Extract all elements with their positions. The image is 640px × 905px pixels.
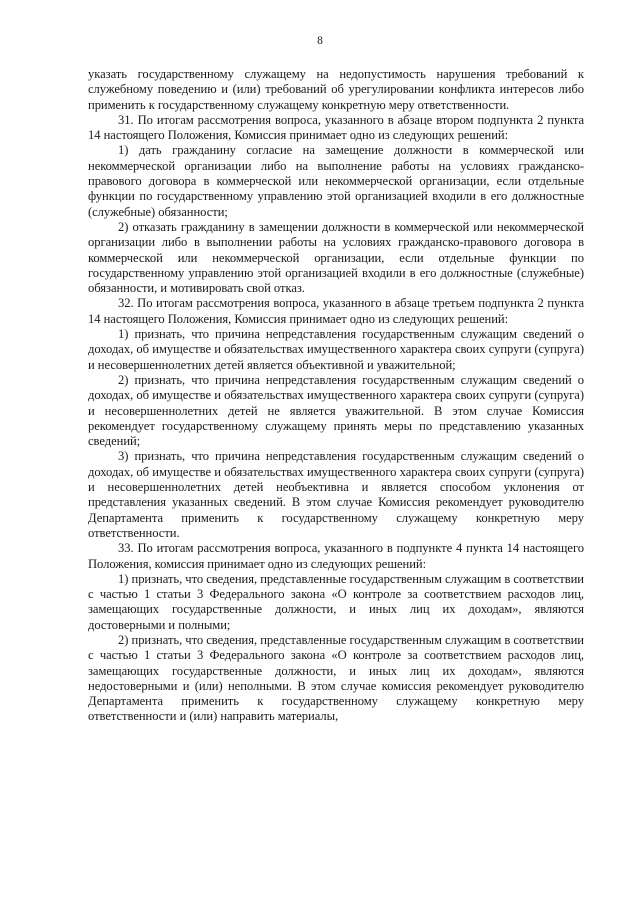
paragraph-item-32: 32. По итогам рассмотрения вопроса, указанного в абзаце третьем подпункта 2 пункта 14 настоящего Положения, Комиссия принимает одно из следующих решений: xyxy=(88,296,584,326)
page-number: 8 xyxy=(317,35,323,47)
paragraph-32-option-1: 1) признать, что причина непредставления государственным служащим сведений о доходах, об имуществе и обязательствах имущественного характера своих супруги (супруга) и несовершеннолетних детей является объективной и уважительной; xyxy=(88,327,584,372)
paragraph-33-option-2: 2) признать, что сведения, представленные государственным служащим в соответствии с частью 1 статьи 3 Федерального закона «О контроле за соответствием расходов лиц, замещающих государственные должности, и иных лиц их доходам», являются недостоверными и (или) неполными. В этом случае комиссия рекомендует руководителю Департамента применить к государственному служащему конкретную меру ответственности и (или) направить материалы, xyxy=(88,632,584,724)
paragraph-33-option-1: 1) признать, что сведения, представленные государственным служащим в соответствии с частью 1 статьи 3 Федерального закона «О контроле за соответствием расходов лиц, замещающих государственные должности, и иных лиц их доходам», являются достоверными и полными; xyxy=(88,571,584,632)
paragraph-32-option-3: 3) признать, что причина непредставления государственным служащим сведений о доходах, об имуществе и обязательствах имущественного характера своих супруги (супруга) и несовершеннолетних детей необъективна и является способом уклонения от представления указанных сведений. В этом случае Комиссия рекомендует руководителю Департамента применить к государственному служащему конкретную меру ответственности. xyxy=(88,449,584,540)
paragraph-item-31: 31. По итогам рассмотрения вопроса, указанного в абзаце втором подпункта 2 пункта 14 настоящего Положения, Комиссия принимает одно из следующих решений: xyxy=(88,112,584,143)
paragraph-31-option-1: 1) дать гражданину согласие на замещение должности в коммерческой или некоммерческой организации либо на выполнение работы на условиях гражданско-правового договора в коммерческой или некоммерческой организации, если отдельные функции по государственному управлению этой организацией входили в его должностные (служебные) обязанности; xyxy=(88,143,584,219)
paragraph-31-option-2: 2) отказать гражданину в замещении должности в коммерческой или некоммерческой организации либо в выполнении работы на условиях гражданско-правового договора в коммерческой или некоммерческой организации, если отдельные функции по государственному управлению этой организацией входили в его должностные (служебные) обязанности, и мотивировать свой отказ. xyxy=(88,219,584,296)
paragraph-item-33: 33. По итогам рассмотрения вопроса, указанного в подпункте 4 пункта 14 настоящего Положения, комиссия принимает одно из следующих решений: xyxy=(88,541,584,571)
paragraph-continuation: указать государственному служащему на недопустимость нарушения требований к служебному поведению и (или) требований об урегулировании конфликта интересов либо применить к государственному служащему конкретную меру ответственности. xyxy=(88,67,584,112)
document-body xyxy=(88,67,584,725)
paragraph-32-option-2: 2) признать, что причина непредставления государственным служащим сведений о доходах, об имуществе и обязательствах имущественного характера своих супруги (супруга) и несовершеннолетних детей не является уважительной. В этом случае Комиссия рекомендует государственному служащему принять меры по представлению указанных сведений; xyxy=(88,372,584,449)
